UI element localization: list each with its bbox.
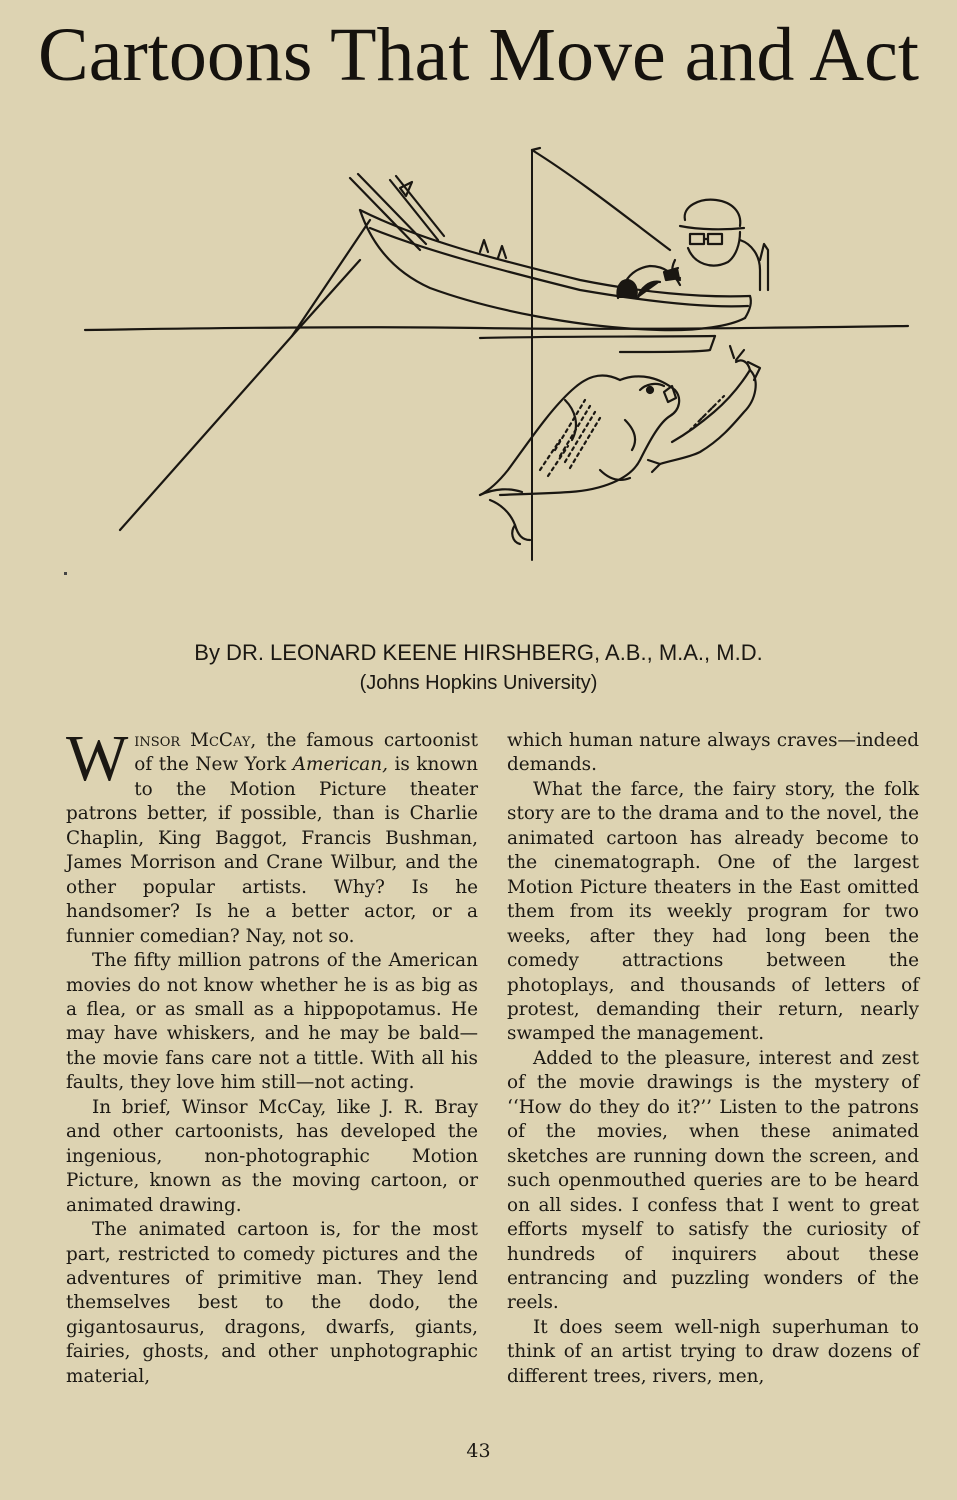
- left-column: [66, 722, 478, 1389]
- page-number: 43: [466, 1440, 491, 1462]
- body-paragraph: What the farce, the fairy story, the folk story are to the drama and to the novel, the animated cartoon has already become to the cinematograph. One of the largest Motion Picture theaters in the East omitted them from its weekly program for two weeks, after they had long been the comedy attractions between the photoplays, and thousands of letters of protest, demanding their return, nearly swamped the management.: [507, 778, 919, 1045]
- right-column: [507, 729, 919, 1389]
- article-title: Cartoons That Move and Act: [38, 13, 919, 97]
- body-paragraph: The fifty million patrons of the American movies do not know whether he is as big as a flea, or as small as a hippopotamus. He may have whiskers, and he may be bald—the movie fans care not a tittle. With all his faults, they love him still—not acting.: [66, 950, 478, 1094]
- lead-paragraph: [66, 722, 478, 949]
- fishing-cartoon-illustration-icon: [60, 140, 920, 580]
- lead-smallcaps: insor McCay,: [134, 730, 257, 751]
- continuation-paragraph: which human nature always craves—indeed demands.: [507, 730, 919, 776]
- body-paragraph: It does seem well-nigh superhuman to think of an artist trying to draw dozens of different trees, rivers, men,: [507, 1316, 919, 1387]
- body-paragraph: The animated cartoon is, for the most part, restricted to comedy pictures and the adventures of primitive man. They lend themselves best to the dodo, the gigantosaurus, dragons, dwarfs, giants, fairies, ghosts, and other unphotographic material,: [66, 1219, 478, 1387]
- drop-cap: W: [66, 722, 129, 795]
- print-speck: [64, 572, 67, 575]
- lead-text-2: is known to the Motion Picture theater patrons better, if possible, than is Charlie Chaplin, King Baggot, Francis Bushman, James Morrison and Crane Wilbur, and the other popular artists. Why? Is he handsomer? Is he a better actor, or a funnier comedian? Nay, not so.: [66, 754, 478, 947]
- body-paragraph: Added to the pleasure, interest and zest of the movie drawings is the mystery of ‘‘How do they do it?’’ Listen to the patrons of the movies, when these animated sketches are running down the screen, and such openmouthed queries are to be heard on all sides. I confess that I went to great efforts myself to satisfy the curiosity of hundreds of inquirers about these entrancing and puzzling wonders of the reels.: [507, 1047, 919, 1314]
- body-paragraph: In brief, Winsor McCay, like J. R. Bray and other cartoonists, has developed the ingenious, non-photographic Motion Picture, known as the moving cartoon, or animated drawing.: [66, 1096, 478, 1216]
- lead-italic: American,: [292, 754, 388, 776]
- author-affiliation: (Johns Hopkins University): [359, 672, 598, 694]
- byline: By DR. LEONARD KEENE HIRSHBERG, A.B., M.A., M.D.: [194, 640, 763, 665]
- lead-text-1: the famous cartoonist of the New York: [134, 730, 478, 776]
